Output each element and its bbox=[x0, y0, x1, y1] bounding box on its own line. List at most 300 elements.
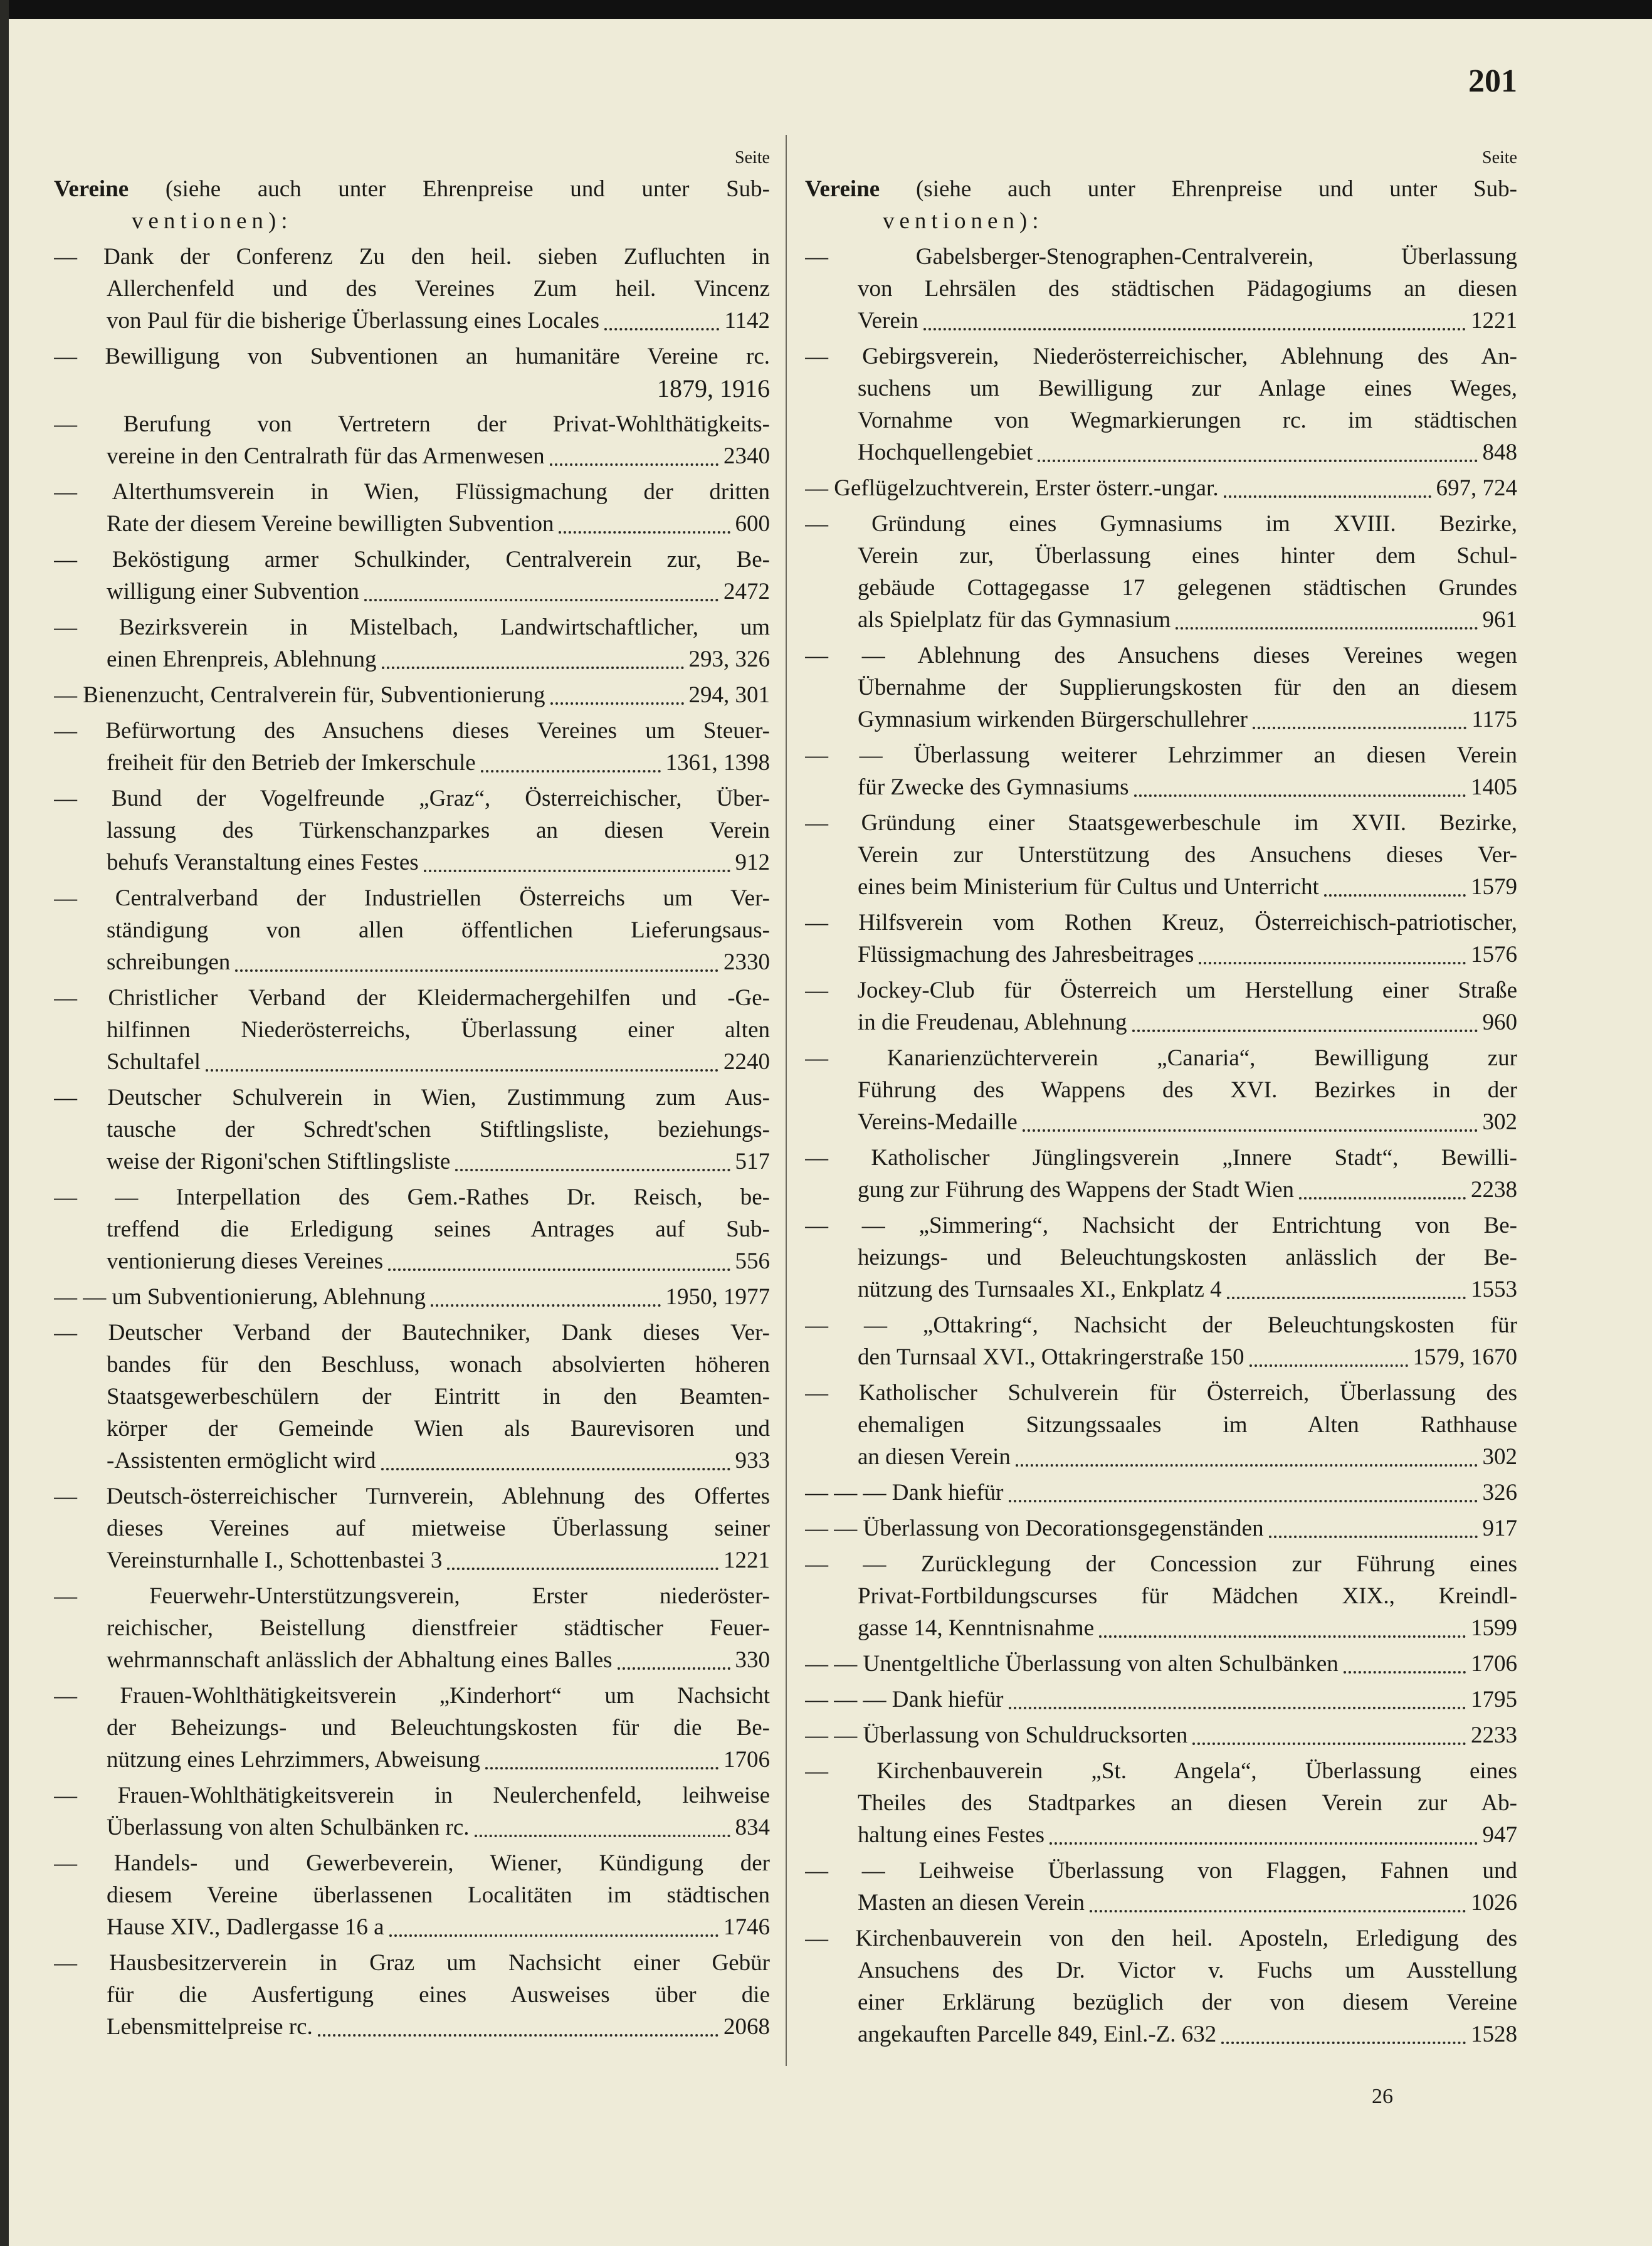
dot-leader bbox=[1224, 487, 1431, 498]
dot-leader bbox=[1090, 1901, 1466, 1912]
entry-line bbox=[54, 846, 770, 878]
entry-line: Vornahme von Wegmarkierungen rc. im städtischen bbox=[858, 408, 1517, 433]
entry-text: freiheit für den Betrieb der Imkerschule bbox=[107, 750, 476, 776]
entry-text: von Paul für die bisherige Überlassung eines Locales bbox=[107, 308, 600, 334]
page-reference: 834 bbox=[735, 1815, 770, 1840]
entry-text: eines beim Ministerium für Cultus und Unterricht bbox=[858, 874, 1319, 900]
entry-line bbox=[54, 747, 770, 779]
entry-text: Überlassung von alten Schulbänken rc. bbox=[107, 1815, 470, 1840]
page-reference: 1599 bbox=[1471, 1615, 1517, 1641]
dot-leader bbox=[455, 1160, 730, 1171]
index-entry bbox=[54, 476, 770, 540]
entry-line: dieses Vereines auf mietweise Überlassung seiner bbox=[107, 1516, 770, 1541]
entry-line bbox=[54, 1281, 770, 1313]
page-reference: 1175 bbox=[1471, 707, 1517, 732]
entry-text: wehrmannschaft anlässlich der Abhaltung eines Balles bbox=[107, 1647, 613, 1673]
dot-leader bbox=[1023, 1120, 1478, 1132]
entry-line bbox=[805, 1477, 1517, 1509]
dot-leader bbox=[1299, 1188, 1466, 1199]
entry-line: suchens um Bewilligung zur Anlage eines Weges, bbox=[858, 376, 1517, 401]
index-entry bbox=[54, 1680, 770, 1776]
entry-line bbox=[54, 1445, 770, 1477]
dot-leader bbox=[1344, 1662, 1466, 1674]
heading-line bbox=[805, 173, 1517, 205]
page-reference: 960 bbox=[1482, 1010, 1517, 1035]
dot-leader bbox=[1134, 786, 1466, 797]
entry-line: — Frauen-Wohlthätigkeitsverein in Neulerchenfeld, leihweise bbox=[54, 1783, 770, 1808]
entry-line: Theiles des Stadtparkes an diesen Verein zur Ab- bbox=[858, 1790, 1517, 1816]
entry-line bbox=[805, 1106, 1517, 1138]
page-reference: 1706 bbox=[1471, 1651, 1517, 1677]
entry-text: — — Überlassung von Schuldrucksorten bbox=[805, 1722, 1188, 1748]
entry-line: — — Überlassung weiterer Lehrzimmer an diesen Verein bbox=[805, 742, 1517, 768]
index-entry bbox=[54, 982, 770, 1078]
dot-leader bbox=[475, 1826, 730, 1837]
index-entry bbox=[54, 408, 770, 472]
page-reference: 1576 bbox=[1471, 942, 1517, 967]
entry-line: — Gebirgsverein, Niederösterreichischer, Ablehnung des An- bbox=[805, 344, 1517, 369]
index-column-left bbox=[54, 143, 770, 2047]
entry-line: — Christlicher Verband der Kleidermachergehilfen und -Ge- bbox=[54, 985, 770, 1011]
entry-text: Schultafel bbox=[107, 1049, 201, 1075]
entry-text: — — Überlassung von Decorationsgegenständen bbox=[805, 1516, 1264, 1541]
entry-line: tausche der Schredt'schen Stiftlingsliste, beziehungs- bbox=[107, 1117, 770, 1142]
seite-label: Seite bbox=[1482, 148, 1517, 167]
index-entry bbox=[54, 1281, 770, 1313]
entry-line: — Berufung von Vertretern der Privat-Wohlthätigkeits- bbox=[54, 411, 770, 437]
entry-text: Rate der diesem Vereine bewilligten Subvention bbox=[107, 511, 554, 537]
entry-line: — Feuerwehr-Unterstützungsverein, Erster niederöster- bbox=[54, 1583, 770, 1609]
page-reference: 2233 bbox=[1471, 1722, 1517, 1748]
entry-line bbox=[805, 1819, 1517, 1851]
dot-leader bbox=[447, 1559, 718, 1570]
entry-line: — Gründung eines Gymnasiums im XVIII. Bezirke, bbox=[805, 511, 1517, 537]
index-entry bbox=[805, 472, 1517, 504]
index-entry bbox=[805, 241, 1517, 337]
entry-line bbox=[805, 1719, 1517, 1751]
entry-line: von Lehrsälen des städtischen Pädagogiums an diesen bbox=[858, 276, 1517, 302]
entry-line: — Beköstigung armer Schulkinder, Centralverein zur, Be- bbox=[54, 547, 770, 572]
dot-leader bbox=[235, 961, 718, 972]
page-reference: 912 bbox=[735, 850, 770, 875]
entry-line: Allerchenfeld und des Vereines Zum heil. Vincenz bbox=[107, 276, 770, 302]
dot-leader bbox=[604, 319, 719, 330]
heading-keyword: Vereine bbox=[805, 176, 880, 202]
index-entry bbox=[805, 1142, 1517, 1206]
page-reference: 947 bbox=[1482, 1822, 1517, 1848]
dot-leader bbox=[618, 1658, 730, 1670]
dot-leader bbox=[1009, 1491, 1478, 1502]
entry-text: in die Freudenau, Ablehnung bbox=[858, 1010, 1127, 1035]
index-entry bbox=[54, 1779, 770, 1843]
index-entry bbox=[54, 783, 770, 878]
entry-text: — Geflügelzuchtverein, Erster österr.-ungar. bbox=[805, 475, 1219, 501]
index-entry bbox=[805, 1922, 1517, 2050]
entry-text: für Zwecke des Gymnasiums bbox=[858, 774, 1129, 800]
entry-line bbox=[805, 1887, 1517, 1919]
entry-line: der Beheizungs- und Beleuchtungskosten für die Be- bbox=[107, 1715, 770, 1741]
sheet-signature: 26 bbox=[1372, 2085, 1393, 2108]
index-entry bbox=[805, 1548, 1517, 1644]
index-entry bbox=[805, 807, 1517, 903]
dot-leader bbox=[389, 1926, 718, 1937]
entry-text: den Turnsaal XVI., Ottakringerstraße 150 bbox=[858, 1344, 1244, 1370]
entry-line bbox=[805, 1684, 1517, 1716]
entry-line: — Alterthumsverein in Wien, Flüssigmachung der dritten bbox=[54, 479, 770, 505]
column-divider bbox=[786, 135, 787, 2066]
entry-line bbox=[54, 1046, 770, 1078]
entry-text: — — Unentgeltliche Überlassung von alten Schulbänken bbox=[805, 1651, 1339, 1677]
index-entry bbox=[805, 1309, 1517, 1373]
entry-line: — Befürwortung des Ansuchens dieses Vereines um Steuer- bbox=[54, 718, 770, 744]
entry-line bbox=[54, 1544, 770, 1576]
entry-line: — Hausbesitzerverein in Graz um Nachsicht einer Gebür bbox=[54, 1950, 770, 1976]
entry-line bbox=[54, 643, 770, 675]
entry-line: Verein zur Unterstützung des Ansuchens dieses Ver- bbox=[858, 842, 1517, 868]
dot-leader bbox=[550, 693, 684, 705]
index-entry bbox=[54, 882, 770, 978]
dot-leader bbox=[1009, 1698, 1466, 1709]
section-heading bbox=[54, 173, 770, 237]
entry-text: vereine in den Centralrath für das Armenwesen bbox=[107, 443, 545, 469]
entry-line bbox=[805, 472, 1517, 504]
dot-leader bbox=[1250, 1356, 1408, 1367]
entry-line bbox=[805, 871, 1517, 903]
entry-text: -Assistenten ermöglicht wird bbox=[107, 1448, 376, 1474]
dot-leader bbox=[1221, 2033, 1466, 2044]
index-entry bbox=[805, 1684, 1517, 1716]
entry-line: — Deutscher Verband der Bautechniker, Dank dieses Ver- bbox=[54, 1320, 770, 1346]
index-entry bbox=[54, 1947, 770, 2043]
index-entry bbox=[805, 1377, 1517, 1473]
entry-line: — — „Ottakring“, Nachsicht der Beleuchtungskosten für bbox=[805, 1312, 1517, 1338]
entry-text: behufs Veranstaltung eines Festes bbox=[107, 850, 419, 875]
entry-text: schreibungen bbox=[107, 949, 231, 975]
page-reference: 697, 724 bbox=[1436, 475, 1517, 501]
dot-leader bbox=[364, 590, 718, 601]
index-entry bbox=[805, 1855, 1517, 1919]
entry-line bbox=[805, 1006, 1517, 1038]
entry-line bbox=[805, 1648, 1517, 1680]
entry-line bbox=[54, 305, 770, 337]
page-reference: 961 bbox=[1482, 607, 1517, 633]
dot-leader bbox=[481, 761, 661, 772]
page-reference: 600 bbox=[735, 511, 770, 537]
page-reference: 302 bbox=[1482, 1444, 1517, 1470]
entry-text: Flüssigmachung des Jahresbeitrages bbox=[858, 942, 1194, 967]
dot-leader bbox=[381, 1459, 730, 1470]
index-entry bbox=[805, 1512, 1517, 1544]
entry-text: Vereinsturnhalle I., Schottenbastei 3 bbox=[107, 1547, 443, 1573]
dot-leader bbox=[1176, 618, 1477, 630]
page-reference: 2238 bbox=[1471, 1177, 1517, 1203]
entry-text: nützung eines Lehrzimmers, Abweisung bbox=[107, 1747, 480, 1773]
entry-line: — Bezirksverein in Mistelbach, Landwirtschaftlicher, um bbox=[54, 614, 770, 640]
dot-leader bbox=[318, 2025, 718, 2037]
entry-line bbox=[805, 1341, 1517, 1373]
entry-line: — — Leihweise Überlassung von Flaggen, Fahnen und bbox=[805, 1858, 1517, 1884]
entry-line: — — „Simmering“, Nachsicht der Entrichtung von Be- bbox=[805, 1213, 1517, 1238]
entry-line: — Kanarienzüchterverein „Canaria“, Bewilligung zur bbox=[805, 1045, 1517, 1071]
entry-line: — Gründung einer Staatsgewerbeschule im XVII. Bezirke, bbox=[805, 810, 1517, 836]
dot-leader bbox=[923, 319, 1466, 330]
index-entry bbox=[805, 1477, 1517, 1509]
entry-line: — Gabelsberger-Stenographen-Centralverein, Überlassung bbox=[805, 244, 1517, 270]
entry-line: einer Erklärung bezüglich der von diesem Vereine bbox=[858, 1990, 1517, 2015]
entry-line bbox=[54, 1911, 770, 1943]
entry-line: treffend die Erledigung seines Antrages auf Sub- bbox=[107, 1216, 770, 1242]
entry-line bbox=[54, 508, 770, 540]
entry-text: als Spielplatz für das Gymnasium bbox=[858, 607, 1171, 633]
page-reference: 1221 bbox=[1471, 308, 1517, 334]
dot-leader bbox=[388, 1260, 730, 1271]
index-entry bbox=[805, 1042, 1517, 1138]
entry-line bbox=[54, 1644, 770, 1676]
page-reference: 1553 bbox=[1471, 1277, 1517, 1302]
dot-leader bbox=[1038, 451, 1477, 462]
index-entry bbox=[805, 1210, 1517, 1305]
entry-line bbox=[54, 1245, 770, 1277]
index-entry bbox=[54, 340, 770, 404]
entry-text: nützung des Turnsaales XI., Enkplatz 4 bbox=[858, 1277, 1222, 1302]
page-reference: 517 bbox=[735, 1149, 770, 1174]
page-reference: 302 bbox=[1482, 1109, 1517, 1135]
dot-leader bbox=[1269, 1527, 1478, 1538]
dot-leader bbox=[1050, 1833, 1477, 1845]
seite-label: Seite bbox=[735, 148, 770, 167]
entry-text: einen Ehrenpreis, Ablehnung bbox=[107, 646, 377, 672]
page-reference: 1026 bbox=[1471, 1890, 1517, 1916]
entry-line: — Handels- und Gewerbeverein, Wiener, Kündigung der bbox=[54, 1850, 770, 1876]
page-reference: 2330 bbox=[723, 949, 770, 975]
entry-text: Vereins-Medaille bbox=[858, 1109, 1018, 1135]
index-entry bbox=[54, 611, 770, 675]
page-reference: 848 bbox=[1482, 440, 1517, 465]
entry-text: Hochquellengebiet bbox=[858, 440, 1033, 465]
index-entry bbox=[54, 1181, 770, 1277]
entry-text: — — um Subventionierung, Ablehnung bbox=[54, 1284, 426, 1310]
page-reference: 1795 bbox=[1471, 1687, 1517, 1712]
entry-line bbox=[54, 2011, 770, 2043]
dot-leader bbox=[1199, 953, 1466, 964]
entry-line bbox=[805, 604, 1517, 636]
entry-line: reichischer, Beistellung dienstfreier städtischer Feuer- bbox=[107, 1615, 770, 1641]
entry-line: — Bewilligung von Subventionen an humanitäre Vereine rc. bbox=[54, 344, 770, 369]
dot-leader bbox=[1324, 885, 1466, 897]
entry-line: — Kirchenbauverein „St. Angela“, Überlassung eines bbox=[805, 1758, 1517, 1784]
entry-text: haltung eines Festes bbox=[858, 1822, 1045, 1848]
entry-text: Masten an diesen Verein bbox=[858, 1890, 1085, 1916]
index-entry bbox=[54, 1082, 770, 1178]
dot-leader bbox=[1099, 1627, 1466, 1638]
dot-leader bbox=[431, 1295, 661, 1307]
entry-text: weise der Rigoni'schen Stiftlingsliste bbox=[107, 1149, 451, 1174]
scan-left-edge bbox=[0, 0, 9, 2246]
index-entry bbox=[805, 1755, 1517, 1851]
entry-line: diesem Vereine überlassenen Localitäten im städtischen bbox=[107, 1882, 770, 1908]
index-entry bbox=[54, 1847, 770, 1943]
page-reference: 933 bbox=[735, 1448, 770, 1474]
entry-line: Übernahme der Supplierungskosten für den an diesem bbox=[858, 675, 1517, 700]
entry-text: ventionierung dieses Vereines bbox=[107, 1248, 384, 1274]
page-reference: 917 bbox=[1482, 1516, 1517, 1541]
page-reference: 1221 bbox=[723, 1547, 770, 1573]
scan-top-edge bbox=[0, 0, 1652, 19]
page-reference: 326 bbox=[1482, 1480, 1517, 1505]
dot-leader bbox=[559, 522, 730, 534]
entry-line bbox=[805, 436, 1517, 468]
page-reference: 1879, 1916 bbox=[657, 374, 770, 403]
page-reference: 1528 bbox=[1471, 2022, 1517, 2047]
dot-leader bbox=[550, 455, 718, 466]
entry-line: — Centralverband der Industriellen Österreichs um Ver- bbox=[54, 885, 770, 911]
entry-text: gasse 14, Kenntnisnahme bbox=[858, 1615, 1095, 1641]
page-reference: 1361, 1398 bbox=[665, 750, 770, 776]
entry-line: heizungs- und Beleuchtungskosten anlässlich der Be- bbox=[858, 1245, 1517, 1270]
entry-text: Lebensmittelpreise rc. bbox=[107, 2014, 313, 2040]
dot-leader bbox=[1016, 1455, 1478, 1467]
entry-line bbox=[54, 1744, 770, 1776]
entry-line: hilfinnen Niederösterreichs, Überlassung einer alten bbox=[107, 1017, 770, 1043]
index-entry bbox=[805, 340, 1517, 468]
entry-line: ehemaligen Sitzungssaales im Alten Rathhause bbox=[858, 1412, 1517, 1438]
entry-line: — — Interpellation des Gem.-Rathes Dr. Reisch, be- bbox=[54, 1184, 770, 1210]
entry-line bbox=[805, 704, 1517, 735]
entry-line: — Katholischer Jünglingsverein „Innere Stadt“, Bewilli- bbox=[805, 1145, 1517, 1171]
page-reference: 1706 bbox=[723, 1747, 770, 1773]
entry-line bbox=[54, 679, 770, 711]
page-reference: 330 bbox=[735, 1647, 770, 1673]
entry-line bbox=[54, 946, 770, 978]
entry-line bbox=[805, 1441, 1517, 1473]
dot-leader bbox=[382, 658, 684, 669]
dot-leader bbox=[1253, 718, 1466, 729]
entry-line: bandes für den Beschluss, wonach absolvierten höheren bbox=[107, 1352, 770, 1378]
page-reference: 2340 bbox=[723, 443, 770, 469]
page-reference: 1579, 1670 bbox=[1413, 1344, 1517, 1370]
entry-line: lassung des Türkenschanzparkes an diesen Verein bbox=[107, 818, 770, 843]
entry-line: — Katholischer Schulverein für Österreich, Überlassung des bbox=[805, 1380, 1517, 1406]
entry-line bbox=[805, 1512, 1517, 1544]
entry-line: — — Ablehnung des Ansuchens dieses Vereines wegen bbox=[805, 643, 1517, 668]
heading-line bbox=[54, 173, 770, 205]
entry-line: ständigung von allen öffentlichen Lieferungsaus- bbox=[107, 917, 770, 943]
dot-leader bbox=[424, 861, 730, 872]
index-entry bbox=[54, 715, 770, 779]
entry-line: körper der Gemeinde Wien als Baurevisoren und bbox=[107, 1416, 770, 1442]
entry-text: — — — Dank hiefür bbox=[805, 1687, 1004, 1712]
entry-text: willigung einer Subvention bbox=[107, 579, 359, 604]
index-entry bbox=[54, 679, 770, 711]
entry-line bbox=[54, 1146, 770, 1178]
entry-line bbox=[805, 771, 1517, 803]
index-entry bbox=[805, 739, 1517, 803]
index-entry bbox=[54, 1480, 770, 1576]
index-column-right bbox=[805, 143, 1517, 2054]
entry-text: gung zur Führung des Wappens der Stadt Wien bbox=[858, 1177, 1295, 1203]
entry-line: — Deutscher Schulverein in Wien, Zustimmung zum Aus- bbox=[54, 1085, 770, 1110]
entry-text: — — — Dank hiefür bbox=[805, 1480, 1004, 1505]
entry-line bbox=[805, 2018, 1517, 2050]
page-reference: 1142 bbox=[724, 308, 770, 334]
entry-text: Gymnasium wirkenden Bürgerschullehrer bbox=[858, 707, 1248, 732]
entry-text: — Bienenzucht, Centralverein für, Subventionierung bbox=[54, 682, 545, 708]
page-reference: 2472 bbox=[723, 579, 770, 604]
entry-line bbox=[805, 1612, 1517, 1644]
entry-line: — — Zurücklegung der Concession zur Führung eines bbox=[805, 1551, 1517, 1577]
entry-line: — Frauen-Wohlthätigkeitsverein „Kinderhort“ um Nachsicht bbox=[54, 1683, 770, 1709]
page-reference: 1746 bbox=[723, 1914, 770, 1940]
entry-line: Privat-Fortbildungscurses für Mädchen XIX., Kreindl- bbox=[858, 1583, 1517, 1609]
heading-line: ventionen): bbox=[132, 208, 293, 234]
entry-line: — Kirchenbauverein von den heil. Aposteln, Erledigung des bbox=[805, 1926, 1517, 1951]
entry-line: für die Ausfertigung eines Ausweises über die bbox=[107, 1982, 770, 2008]
index-entry bbox=[805, 974, 1517, 1038]
entry-text: angekauften Parcelle 849, Einl.-Z. 632 bbox=[858, 2022, 1217, 2047]
index-entry bbox=[54, 544, 770, 608]
entry-line: Führung des Wappens des XVI. Bezirkes in der bbox=[858, 1077, 1517, 1103]
entry-line: — Jockey-Club für Österreich um Herstellung einer Straße bbox=[805, 978, 1517, 1003]
entry-line: gebäude Cottagegasse 17 gelegenen städtischen Grundes bbox=[858, 575, 1517, 601]
page-reference: 1579 bbox=[1471, 874, 1517, 900]
entry-text: Verein bbox=[858, 308, 918, 334]
index-entry bbox=[805, 1719, 1517, 1751]
entry-line bbox=[805, 1273, 1517, 1305]
page-number: 201 bbox=[1468, 63, 1517, 99]
entry-line: Staatsgewerbeschülern der Eintritt in den Beamten- bbox=[107, 1384, 770, 1410]
section-heading bbox=[805, 173, 1517, 237]
entry-line bbox=[54, 1811, 770, 1843]
index-entry bbox=[805, 1648, 1517, 1680]
entry-line: — Deutsch-österreichischer Turnverein, Ablehnung des Offertes bbox=[54, 1484, 770, 1509]
page-reference: 294, 301 bbox=[688, 682, 770, 708]
page-reference: 1950, 1977 bbox=[665, 1284, 770, 1310]
index-entry bbox=[805, 508, 1517, 636]
heading-line: ventionen): bbox=[883, 208, 1044, 234]
entry-text: an diesen Verein bbox=[858, 1444, 1011, 1470]
heading-keyword: Vereine bbox=[54, 176, 129, 202]
page-reference: 2068 bbox=[723, 2014, 770, 2040]
dot-leader bbox=[485, 1758, 718, 1769]
entry-line bbox=[54, 440, 770, 472]
page-reference: 556 bbox=[735, 1248, 770, 1274]
dot-leader bbox=[206, 1060, 718, 1072]
page-reference: 293, 326 bbox=[688, 646, 770, 672]
entry-line bbox=[805, 305, 1517, 337]
index-entry bbox=[54, 1580, 770, 1676]
entry-line: — Hilfsverein vom Rothen Kreuz, Österreichisch-patriotischer, bbox=[805, 910, 1517, 936]
dot-leader bbox=[1192, 1734, 1466, 1745]
heading-text: (siehe auch unter Ehrenpreise und unter Sub- bbox=[165, 176, 770, 202]
page-reference: 1405 bbox=[1471, 774, 1517, 800]
index-entry bbox=[805, 907, 1517, 971]
entry-line bbox=[805, 939, 1517, 971]
index-entry bbox=[54, 241, 770, 337]
entry-line bbox=[805, 1174, 1517, 1206]
entry-line: Ansuchens des Dr. Victor v. Fuchs um Ausstellung bbox=[858, 1958, 1517, 1983]
dot-leader bbox=[1227, 1288, 1466, 1299]
entry-line: — Bund der Vogelfreunde „Graz“, Österreichischer, Über- bbox=[54, 786, 770, 811]
heading-text: (siehe auch unter Ehrenpreise und unter Sub- bbox=[915, 176, 1517, 202]
dot-leader bbox=[1132, 1021, 1478, 1032]
page-reference: 2240 bbox=[723, 1049, 770, 1075]
entry-text: Hause XIV., Dadlergasse 16 a bbox=[107, 1914, 384, 1940]
entry-line: — Dank der Conferenz Zu den heil. sieben Zufluchten in bbox=[54, 244, 770, 270]
index-entry bbox=[54, 1317, 770, 1477]
entry-line: Verein zur, Überlassung eines hinter dem Schul- bbox=[858, 543, 1517, 569]
entry-line bbox=[54, 576, 770, 608]
index-entry bbox=[805, 640, 1517, 735]
